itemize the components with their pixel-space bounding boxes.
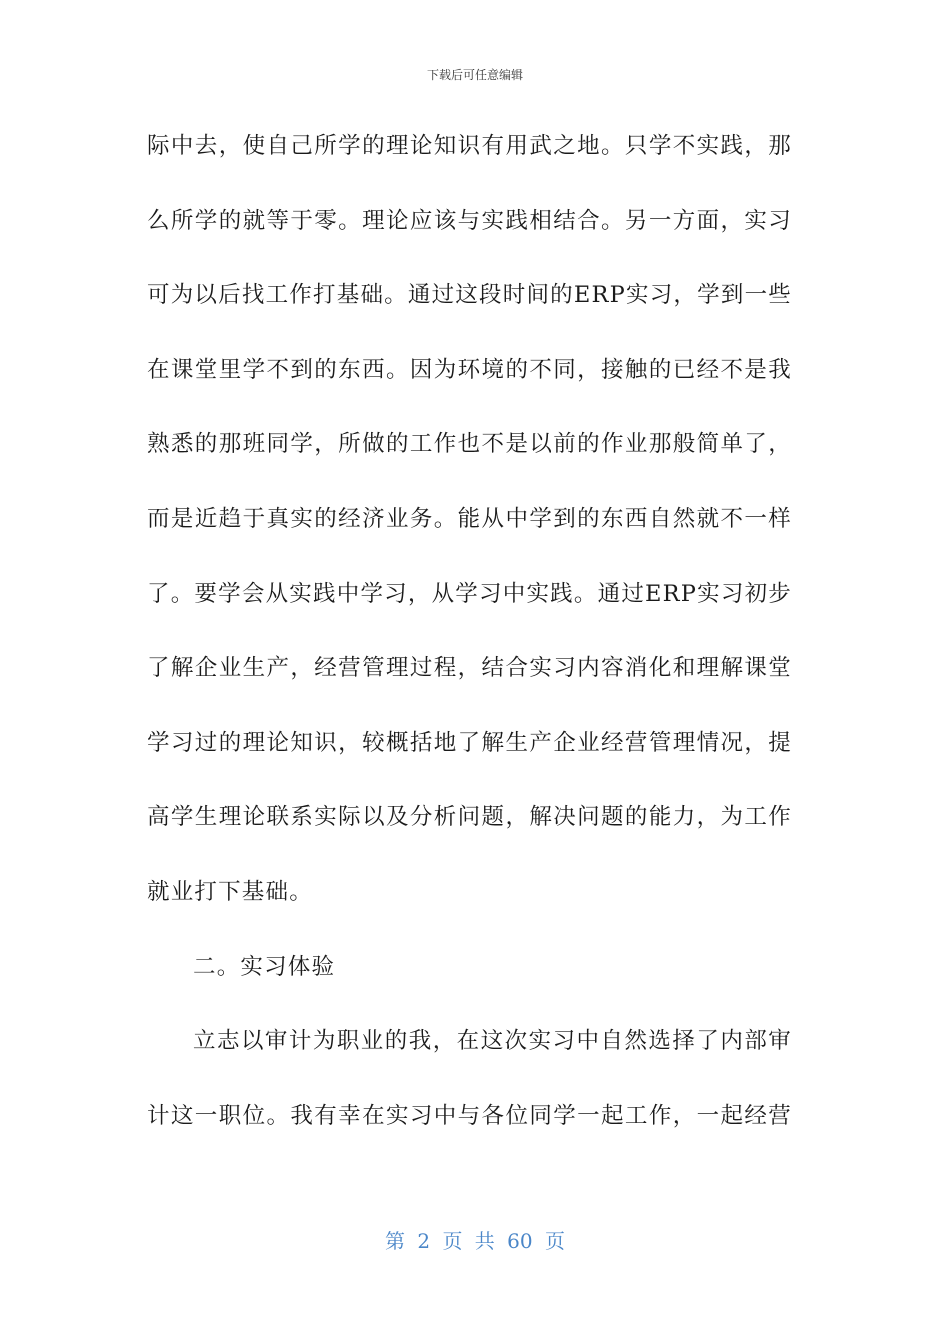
text-line: 么所学的就等于零。理论应该与实践相结合。另一方面，实习 — [147, 207, 792, 234]
text-line: 而是近趋于真实的经济业务。能从中学到的东西自然就不一样 — [147, 505, 792, 532]
document-body — [147, 124, 792, 1168]
text-line: 在课堂里学不到的东西。因为环境的不同，接触的已经不是我 — [147, 356, 792, 383]
text-line: 学习过的理论知识，较概括地了解生产企业经营管理情况，提 — [147, 729, 792, 756]
text-line: 计这一职位。我有幸在实习中与各位同学一起工作，一起经营 — [147, 1102, 792, 1129]
page-number-footer: 第 2 页 共 60 页 — [385, 1229, 565, 1253]
text-line: 了解企业生产，经营管理过程，结合实习内容消化和理解课堂 — [147, 655, 792, 682]
paragraph — [147, 1019, 792, 1168]
paragraph — [147, 124, 792, 945]
page-header: 下载后可任意编辑 — [426, 68, 523, 82]
text-line: 高学生理论联系实际以及分析问题，解决问题的能力，为工作 — [147, 804, 792, 831]
text-line: 了。要学会从实践中学习，从学习中实践。通过ERP实习初步 — [147, 580, 792, 607]
text-line: 际中去，使自己所学的理论知识有用武之地。只学不实践，那 — [147, 133, 792, 159]
section-heading: 二。实习体验 — [193, 953, 336, 980]
text-line: 立志以审计为职业的我，在这次实习中自然选择了内部审 — [193, 1028, 792, 1055]
text-line: 熟悉的那班同学，所做的工作也不是以前的作业那般简单了， — [147, 431, 792, 458]
text-line: 可为以后找工作打基础。通过这段时间的ERP实习，学到一些 — [147, 282, 792, 309]
text-line: 就业打下基础。 — [147, 878, 313, 905]
